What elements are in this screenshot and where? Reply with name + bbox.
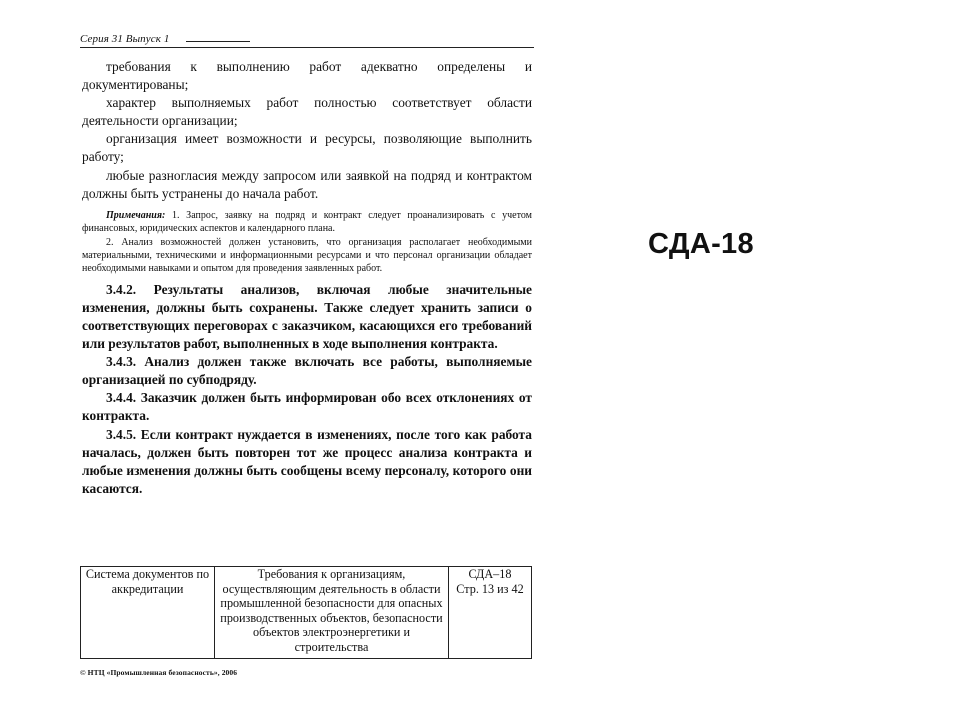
clause-3-4-5: 3.4.5. Если контракт нуждается в изменениях, после того как работа началась, должен быть повторен тот же процесс анализа контракта и любые изменения должны быть сообщены всему персоналу, которого они касаются. <box>82 426 532 496</box>
copyright-line: © НТЦ «Промышленная безопасность», 2006 <box>80 668 238 677</box>
header-tick-line <box>186 41 250 42</box>
footer-cell-system: Система документов по аккредитации <box>81 567 215 659</box>
document-code: СДА–18 <box>468 567 512 581</box>
notes-lead: Примечания: <box>106 209 166 221</box>
note-1 <box>82 209 532 236</box>
requirement-paragraph-1: требования к выполнению работ адекватно определены и документированы; <box>82 59 532 93</box>
document-code-label: СДА-18 <box>648 228 754 260</box>
clause-3-4-2: 3.4.2. Результаты анализов, включая любые значительные изменения, должны быть сохранены. Также следует хранить записи о соответствующих переговорах с заказчиком, касающихся его требований или результатов работ, выполненных в ходе выполнения контракта. <box>82 281 532 352</box>
header-rule <box>80 47 534 48</box>
clause-3-4-3: 3.4.3. Анализ должен также включать все работы, выполняемые организацией по субподряду. <box>82 354 532 388</box>
requirement-paragraph-2: характер выполняемых работ полностью соответствует области деятельности организации; <box>82 95 532 129</box>
footer-table-row <box>81 567 532 659</box>
notes-block <box>82 209 532 276</box>
page-counter: Стр. 13 из 42 <box>456 581 524 596</box>
footer-cell-code <box>449 567 532 659</box>
requirement-paragraph-3: организация имеет возможности и ресурсы, позволяющие выполнить работу; <box>82 131 532 165</box>
series-header: Серия 31 Выпуск 1 <box>80 33 170 45</box>
footer-table <box>80 566 532 659</box>
clause-3-4-4: 3.4.4. Заказчик должен быть информирован обо всех отклонениях от контракта. <box>82 390 532 424</box>
note-2: 2. Анализ возможностей должен установить, что организация располагает необходимыми материальными, техническими и информационными ресурсами и что персонал организации обладает необходимыми навыками и опытом для проведения заявленных работ. <box>82 236 532 275</box>
requirement-paragraph-4: любые разногласия между запросом или заявкой на подряд и контрактом должны быть устранены до начала работ. <box>82 167 532 201</box>
note-1-text: 1. Запрос, заявку на подряд и контракт следует проанализировать с учетом финансовых, юридических аспектов и календарного плана. <box>82 209 532 235</box>
document-body <box>82 58 532 498</box>
footer-cell-requirements: Требования к организациям, осуществляющим деятельность в области промышленной безопасности для опасных производственных объектов, безопасности объектов электроэнергетики и строительства <box>215 567 449 659</box>
